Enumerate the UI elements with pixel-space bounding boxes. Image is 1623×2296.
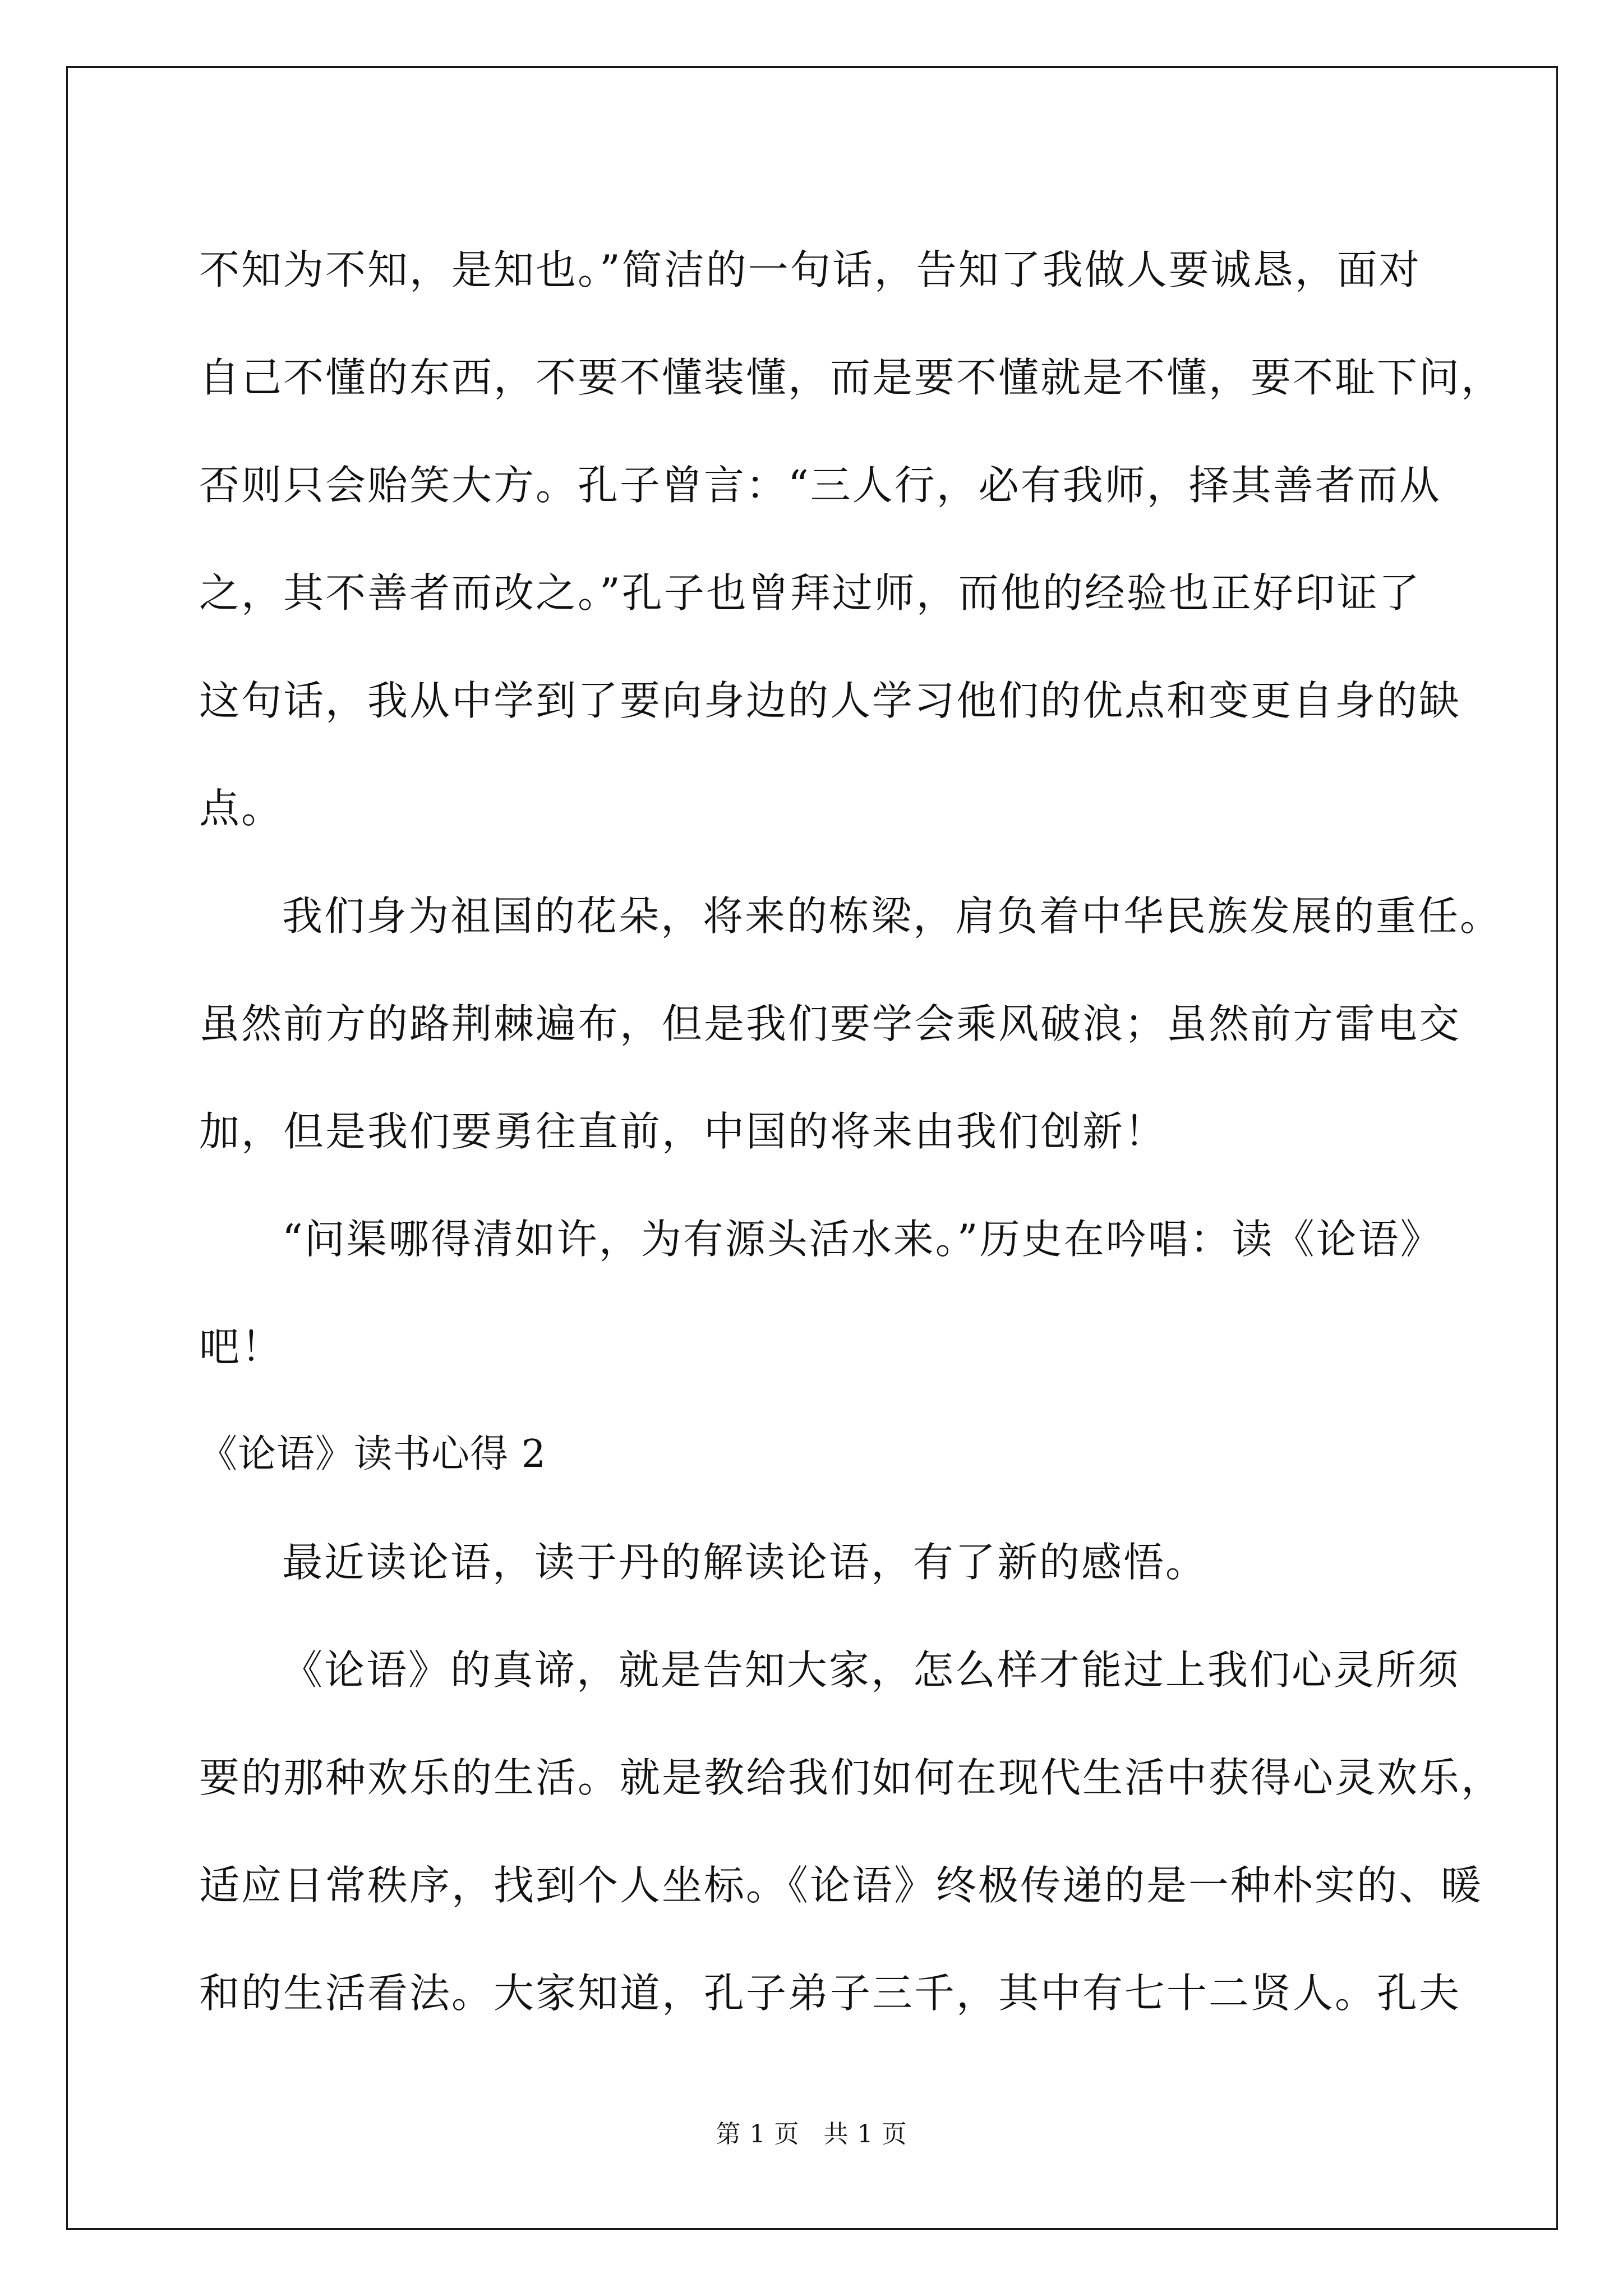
text-line: 自己不懂的东西，不要不懂装懂，而是要不懂就是不懂，要不耻下问， [199,354,1504,401]
paragraph-start: 《论语》的真谛，就是告知大家，怎么样才能过上我们心灵所须 [282,1646,1460,1694]
text-line: 吧！ [199,1323,284,1370]
text-line: 否则只会贻笑大方。孔子曾言：“三人行，必有我师，择其善者而从 [199,462,1441,509]
page-number: 第 1 页 [716,2120,800,2148]
text-line: 虽然前方的路荆棘遍布，但是我们要学会乘风破浪；虽然前方雷电交 [199,1000,1461,1047]
document-body [199,216,1504,2047]
paragraph-start: “问渠哪得清如许，为有源头活水来。”历史在吟唱：读《论语》 [282,1216,1442,1263]
text-line: 点。 [199,785,284,832]
text-line: 适应日常秩序，找到个人坐标。《论语》终极传递的是一种朴实的、暖 [199,1862,1483,1909]
text-line: 要的那种欢乐的生活。就是教给我们如何在现代生活中获得心灵欢乐， [199,1754,1504,1801]
section-heading: 《论语》读书心得 2 [199,1432,546,1476]
paragraph-start: 我们身为祖国的花朵，将来的栋梁，肩负着中华民族发展的重任。 [282,892,1502,940]
page-total: 共 1 页 [823,2120,907,2148]
page-footer [0,2118,1623,2151]
text-line: 加，但是我们要勇往直前，中国的将来由我们创新！ [199,1108,1167,1155]
paragraph-start: 最近读论语，读于丹的解读论语，有了新的感悟。 [282,1539,1208,1586]
text-line: 之，其不善者而改之。”孔子也曾拜过师，而他的经验也正好印证了 [199,569,1421,616]
text-line: 和的生活看法。大家知道，孔子弟子三千，其中有七十二贤人。孔夫 [199,1970,1461,2017]
text-line: 不知为不知，是知也。”简洁的一句话，告知了我做人要诚恳，面对 [199,246,1421,293]
text-line: 这句话，我从中学到了要向身边的人学习他们的优点和变更自身的缺 [199,677,1461,724]
